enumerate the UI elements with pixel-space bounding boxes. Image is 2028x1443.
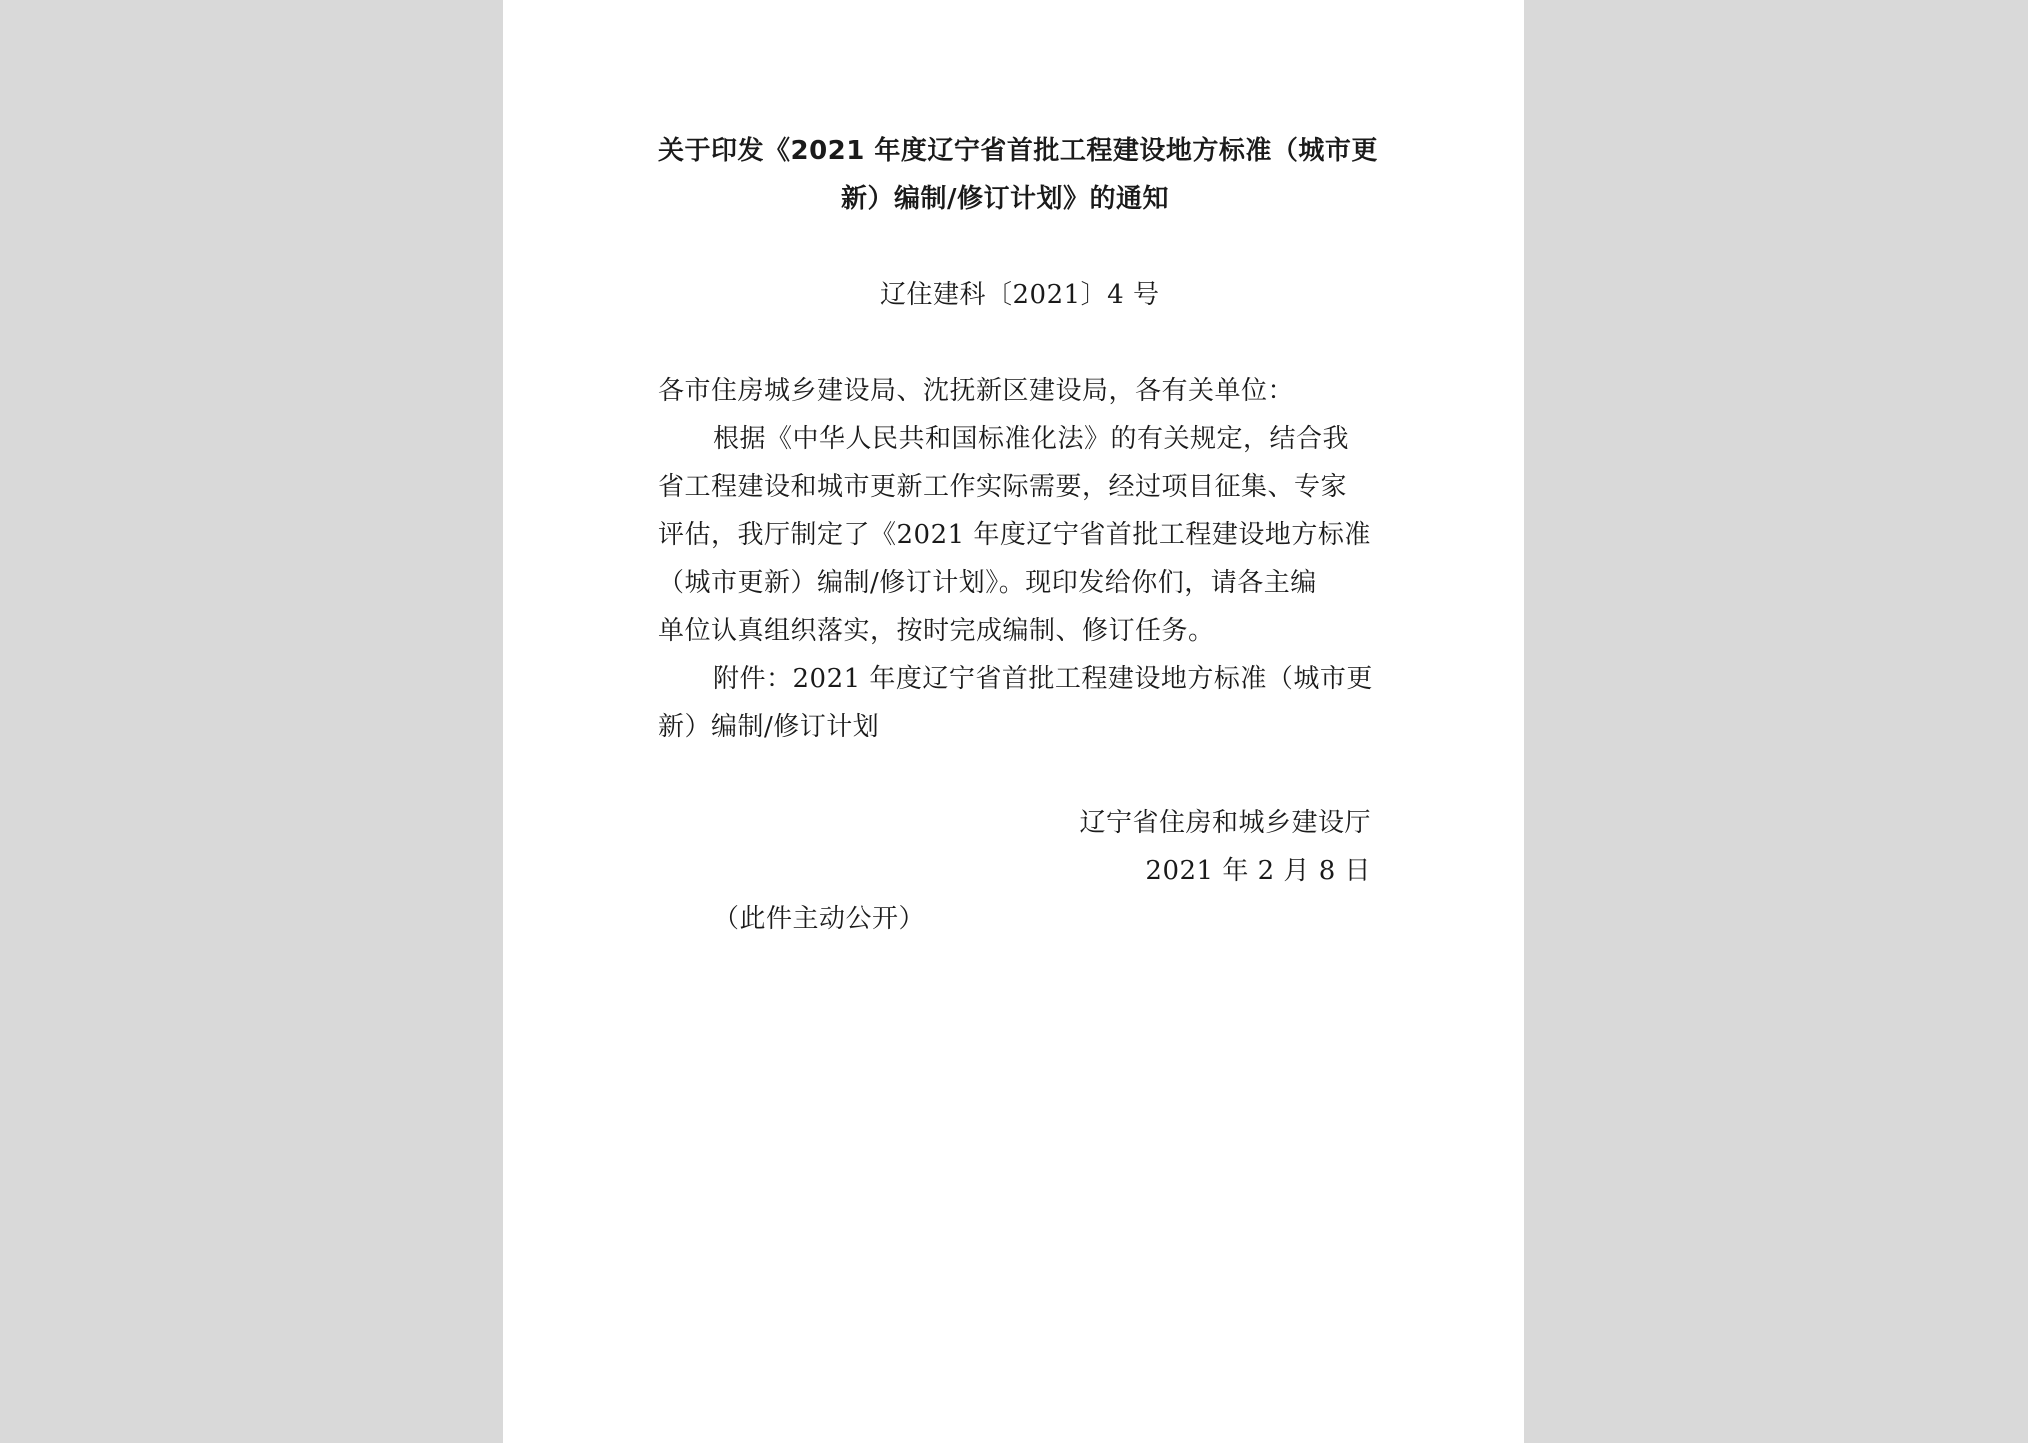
body-line-3: 评估，我厅制定了《2021 年度辽宁省首批工程建设地方标准 <box>658 520 1371 550</box>
body-line-4: （城市更新）编制/修订计划》。现印发给你们，请各主编 <box>658 568 1317 598</box>
title-line-2: 新）编制/修订计划》的通知 <box>841 184 1169 214</box>
document-page <box>503 0 1524 1443</box>
addressee: 各市住房城乡建设局、沈抚新区建设局，各有关单位： <box>658 376 1295 406</box>
attachment-line-1: 附件：2021 年度辽宁省首批工程建设地方标准（城市更 <box>713 664 1373 694</box>
body-line-5: 单位认真组织落实，按时完成编制、修订任务。 <box>658 616 1215 646</box>
body-line-1: 根据《中华人民共和国标准化法》的有关规定，结合我 <box>713 424 1350 454</box>
attachment-line-2: 新）编制/修订计划 <box>658 712 880 742</box>
body-line-2: 省工程建设和城市更新工作实际需要，经过项目征集、专家 <box>658 472 1348 502</box>
issue-date: 2021 年 2 月 8 日 <box>1145 856 1371 886</box>
issuer: 辽宁省住房和城乡建设厅 <box>1079 808 1371 838</box>
disclosure-note: （此件主动公开） <box>713 904 926 934</box>
document-number: 辽住建科〔2021〕4 号 <box>880 280 1160 310</box>
title-line-1: 关于印发《2021 年度辽宁省首批工程建设地方标准（城市更 <box>658 136 1378 166</box>
